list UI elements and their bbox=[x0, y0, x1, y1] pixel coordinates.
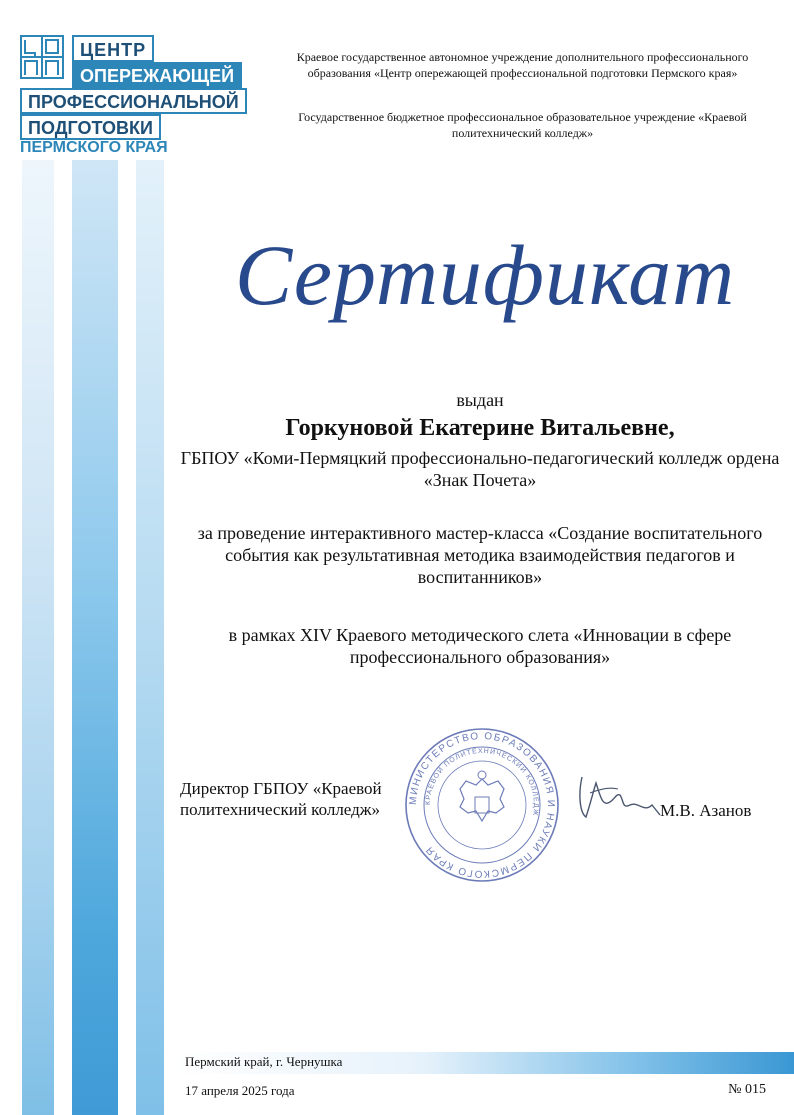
recipient-name: Горкуновой Екатерине Витальевне, bbox=[285, 415, 675, 441]
issuer-org-2: Государственное бюджетное профессиональное образовательное учреждение «Краевой политехнический колледж» bbox=[298, 110, 747, 140]
logo-line-4: ПОДГОТОВКИ bbox=[20, 114, 161, 140]
logo-line-3: ПРОФЕССИОНАЛЬНОЙ bbox=[20, 88, 247, 114]
certificate-title: Сертификат bbox=[234, 227, 736, 323]
signature-icon bbox=[560, 765, 670, 830]
award-reason: за проведение интерактивного мастер-класса «Создание воспитательного события как результативная методика взаимодействия педагогов и воспитанников» bbox=[197, 523, 763, 587]
footer-date: 17 апреля 2025 года bbox=[185, 1083, 295, 1098]
official-stamp-icon bbox=[402, 727, 562, 883]
copp-mark-icon bbox=[20, 35, 64, 79]
decorative-stripe bbox=[22, 160, 54, 1115]
footer-place: Пермский край, г. Чернушка bbox=[185, 1054, 343, 1069]
stamp-inner-text: КРАЕВОЙ ПОЛИТЕХНИЧЕСКИЙ КОЛЛЕДЖ bbox=[424, 747, 540, 817]
certificate-number: № 015 bbox=[728, 1082, 766, 1097]
director-name: М.В. Азанов bbox=[660, 801, 752, 820]
logo-line-1: ЦЕНТР bbox=[72, 35, 154, 62]
director-position bbox=[180, 778, 405, 820]
event-name: в рамках XIV Краевого методического слета «Инновации в сфере профессионального образования» bbox=[228, 625, 732, 667]
director-position-text: Директор ГБПОУ «Краевой политехнический колледж» bbox=[180, 779, 382, 819]
center-logo bbox=[20, 35, 265, 160]
recipient-org: ГБПОУ «Коми-Пермяцкий профессионально-педагогический колледж ордена «Знак Почета» bbox=[180, 448, 780, 490]
svg-text:КРАЕВОЙ ПОЛИТЕХНИЧЕСКИЙ КОЛЛЕД bbox=[425, 748, 539, 817]
logo-line-5: ПЕРМСКОГО КРАЯ bbox=[20, 139, 168, 156]
issued-label: выдан bbox=[456, 390, 504, 410]
stamp-outer-text: МИНИСТЕРСТВО ОБРАЗОВАНИЯ И НАУКИ ПЕРМСКОГО КРАЯ bbox=[407, 730, 557, 880]
decorative-stripe bbox=[72, 160, 118, 1115]
issuer-org-1: Краевое государственное автономное учреждение дополнительного профессионального образования «Центр опережающей профессиональной подготовки Пермского края» bbox=[296, 50, 749, 80]
logo-line-2: ОПЕРЕЖАЮЩЕЙ bbox=[72, 62, 242, 88]
decorative-stripe bbox=[136, 160, 164, 1115]
